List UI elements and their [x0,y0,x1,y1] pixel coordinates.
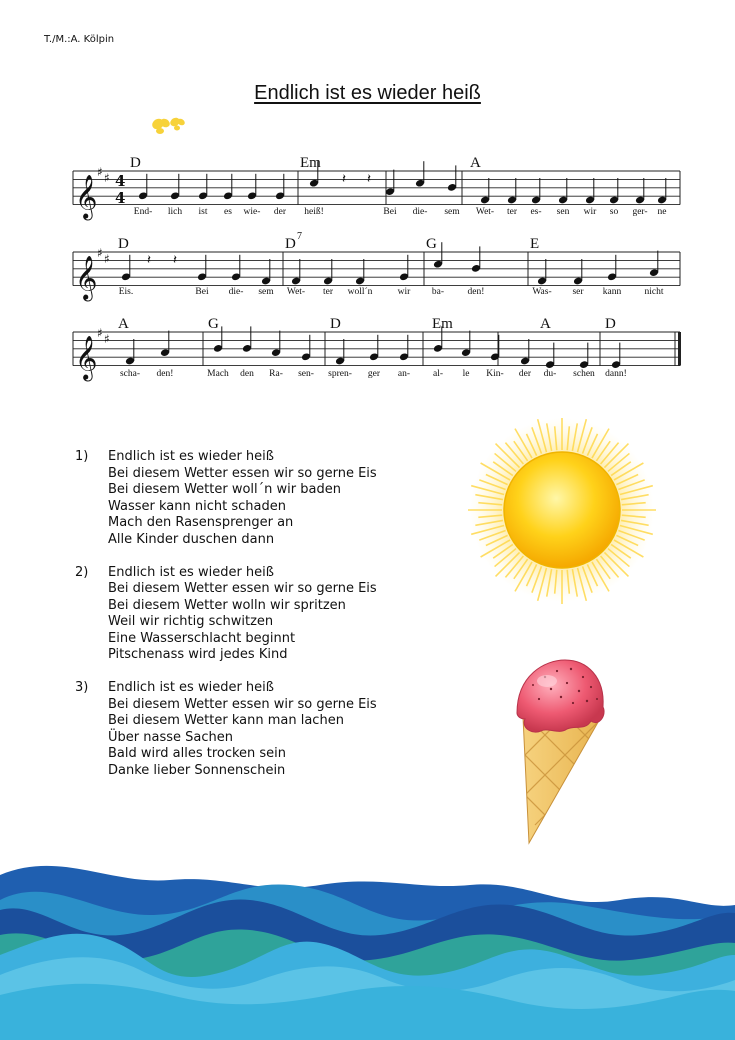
treble-clef: 𝄞 [75,174,98,219]
verse-line: Eine Wasserschlacht beginnt [108,630,296,646]
lyric-syllable: woll´n [347,287,373,297]
verse-line: Pitschenass wird jedes Kind [108,647,288,662]
staff-system-1 [73,155,680,221]
sharp-sign: ♯ [97,246,103,260]
lyric-syllable: scha- [119,369,141,379]
sheet-music [0,0,735,400]
lyric-syllable: ne [657,207,667,217]
verse-number: 3) [75,680,89,695]
verse-number: 1) [75,449,89,464]
verse-2 [75,565,377,664]
verse-number: 2) [75,564,89,580]
lyric-syllable: sen [556,207,570,217]
chord-symbol: D [285,236,296,252]
chord-symbol: A [540,316,551,332]
time-signature-top: 4 [115,172,126,190]
sharp-sign: ♯ [104,332,110,346]
treble-clef: 𝄞 [75,255,98,300]
lyric-syllable: Mach [207,369,229,379]
lyric-syllable: die- [228,287,244,297]
lyric-syllable: die- [412,207,428,217]
lyric-syllable: der [518,369,532,379]
staff-system-3 [73,316,681,382]
lyric-syllable: den! [467,287,485,297]
chord-symbol: E [530,236,540,252]
verse-line: Bald wird alles trocken sein [108,746,287,761]
verse-line: Endlich ist es wieder heiß [108,564,274,580]
rest: 𝄽 [173,253,177,268]
lyric-syllable: den [240,369,254,379]
lyric-syllable: ter [322,287,334,297]
chord-symbol: D [118,236,129,252]
lyric-syllable: es- [530,207,542,217]
page-title: Endlich ist es wieder heiß [254,82,481,104]
sharp-sign: ♯ [104,171,110,185]
chord-symbol: G [208,316,219,332]
sharp-sign: ♯ [97,326,103,340]
verse-line: Endlich ist es wieder heiß [108,449,274,464]
verse-line: Bei diesem Wetter essen wir so gerne Eis [108,581,377,596]
lyric-syllable: der [273,207,287,217]
chord-symbol: D [605,316,616,332]
lyric-syllable: dann! [605,369,627,379]
verse-line: Weil wir richtig schwitzen [108,614,274,629]
chord-superscript: 7 [297,231,302,242]
lyric-syllable: Eis. [118,287,134,297]
lyric-syllable: ger- [632,207,648,217]
lyric-syllable: Wet- [286,287,306,297]
chord-symbol: G [426,236,437,252]
treble-clef: 𝄞 [75,335,98,380]
lyric-syllable: Kin- [486,369,504,379]
lyric-syllable: ser [572,287,584,297]
time-signature-bottom: 4 [115,189,126,207]
rest: 𝄽 [342,172,346,187]
chord-symbol: D [130,155,141,171]
chord-symbol: A [118,316,129,332]
verse-line: Wasser kann nicht schaden [108,498,286,514]
sharp-sign: ♯ [104,252,110,266]
chord-symbol: D [330,316,341,332]
lyric-syllable: wir [397,287,411,297]
lyric-syllable: ger [367,369,381,379]
sharp-sign: ♯ [97,165,103,179]
verse-line: Bei diesem Wetter essen wir so gerne Eis [108,465,377,481]
lyric-syllable: End- [133,207,153,217]
verse-3 [75,680,377,779]
lyric-syllable: wir [583,207,597,217]
lyric-syllable: ter [506,207,518,217]
staff-system-2 [73,231,680,302]
verse-line: Alle Kinder duschen dann [108,531,275,547]
lyric-syllable: al- [432,369,444,379]
lyric-syllable: ba- [431,287,445,297]
ice-cream-icon [515,655,615,850]
verse-line: Bei diesem Wetter woll´n wir baden [108,482,341,497]
lyric-syllable: sen- [298,369,314,379]
lyric-syllable: du- [543,369,557,379]
verse-line: Endlich ist es wieder heiß [108,680,274,695]
rest: 𝄽 [367,172,371,187]
lyric-syllable: den! [156,369,174,379]
verse-line: Bei diesem Wetter essen wir so gerne Eis [108,696,377,712]
verse-line: Bei diesem Wetter kann man lachen [108,713,344,728]
lyric-syllable: an- [397,369,411,379]
lyric-syllable: wie- [243,207,261,217]
final-barline [678,332,681,366]
lyric-syllable: Wet- [475,207,495,217]
verse-line: Danke lieber Sonnenschein [108,762,286,778]
sun-icon [462,418,662,618]
lyric-syllable: sem [258,287,274,297]
chord-symbol: Em [432,316,453,332]
lyric-syllable: es [224,207,232,217]
lyric-syllable: so [609,207,619,217]
verse-line: Über nasse Sachen [108,729,233,745]
lyric-syllable: lich [167,207,183,217]
lyric-syllable: heiß! [304,207,324,217]
verse-line: Bei diesem Wetter wolln wir spritzen [108,597,346,613]
lyric-syllable: Was- [532,287,552,297]
lyric-syllable: Bei [195,287,209,297]
chord-symbol: Em [300,155,321,171]
rest: 𝄽 [147,253,151,268]
verse-1 [75,449,377,548]
verse-line: Mach den Rasensprenger an [108,515,294,530]
lyric-syllable: sem [444,207,460,217]
lyric-syllable: schen [573,369,595,379]
lyric-syllable: le [462,369,470,379]
credit: T./M.:A. Kölpin [44,34,115,45]
verses [75,449,377,796]
lyric-syllable: Bei [383,207,397,217]
chord-symbol: A [470,155,481,171]
lyric-syllable: spren- [328,369,352,379]
lyric-syllable: kann [602,287,622,297]
lyric-syllable: Ra- [269,369,283,379]
lyric-syllable: ist [198,207,208,217]
lyric-syllable: nicht [644,287,664,297]
waves-icon [0,855,735,1040]
